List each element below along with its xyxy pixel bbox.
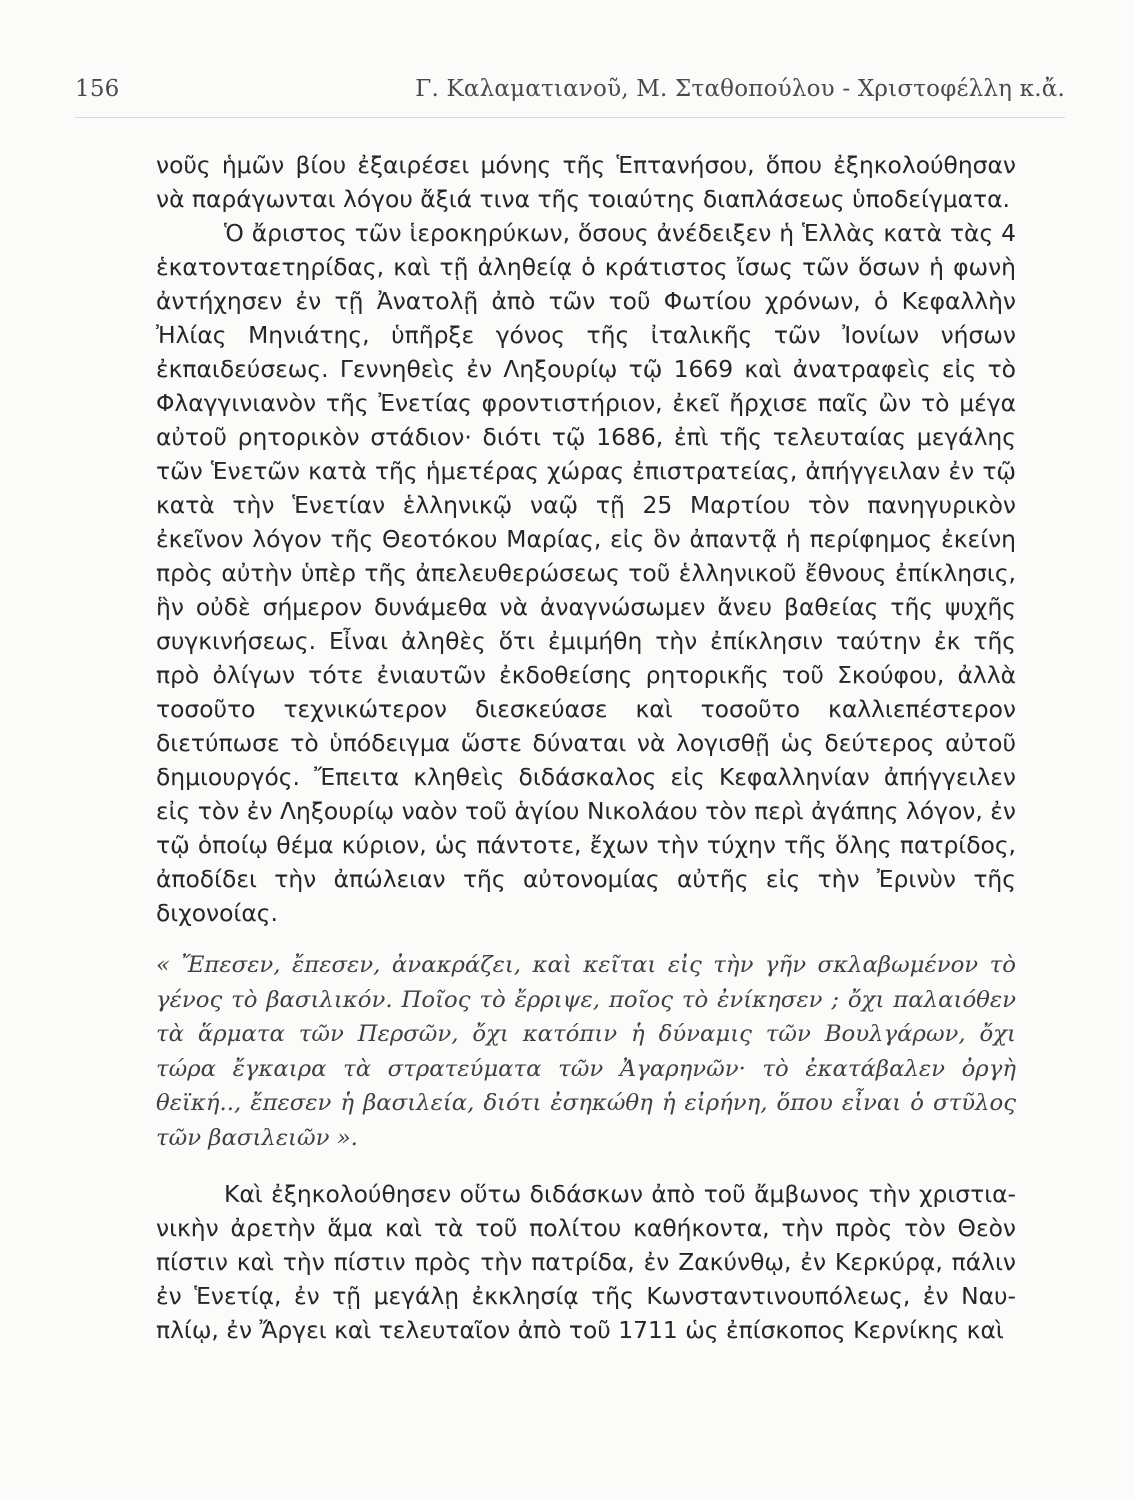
page-number: 156 [75, 76, 120, 102]
body-text [156, 148, 1016, 1347]
header-rule [75, 117, 1065, 118]
running-header [75, 76, 1065, 102]
paragraph-closing: Καὶ ἐξηκολούθησεν οὕτω διδάσκων ἀπὸ τοῦ ἄμβωνος τὴν χριστιανικὴν ἀρετὴν ἅμα καὶ τὰ τοῦ πολίτου καθήκοντα, τὴν πρὸς τὸν Θεὸν πίστιν καὶ τὴν πίστιν πρὸς τὴν πατρίδα, ἐν Ζακύνθῳ, ἐν Κερκύρᾳ, πάλιν ἐν Ἑνετίᾳ, ἐν τῇ μεγάλῃ ἐκκλησίᾳ τῆς Κωνσταντινουπόλεως, ἐν Ναυπλίῳ, ἐν Ἄργει καὶ τελευταῖον ἀπὸ τοῦ 1711 ὡς ἐπίσκοπος Κερνίκης καὶ [156, 1180, 1016, 1344]
running-title: Γ. Καλαματιανοῦ, Μ. Σταθοπούλου - Χριστοφέλλη κ.ἄ. [415, 76, 1065, 102]
block-quote: « Ἔπεσεν, ἔπεσεν, ἀνακράζει, καὶ κεῖται εἰς τὴν γῆν σκλαβωμένον τὸ γένος τὸ βασιλικόν. Ποῖος τὸ ἔρριψε, ποῖος τὸ ἐνίκησεν ; ὄχι παλαιόθεν τὰ ἅρματα τῶν Περσῶν, ὄχι κατόπιν ἡ δύναμις τῶν Βουλγάρων, ὄχι τώρα ἔγκαιρα τὰ στρατεύματα τῶν Ἀγαρηνῶν· τὸ ἐκατάβαλεν ὀργὴ θεϊκή.., ἔπεσεν ἡ βασιλεία, διότι ἐσηκώθη ἡ εἰρήνη, ὅπου εἶναι ὁ στῦλος τῶν βασιλειῶν ». [156, 952, 1016, 1151]
paragraph-continuation: νοῦς ἡμῶν βίου ἐξαιρέσει μόνης τῆς Ἑπτανήσου, ὅπου ἐξηκολούθησαν νὰ παράγωνται λόγου ἄξιά τινα τῆς τοιαύτης διαπλάσεως ὑποδείγματα. [156, 151, 1016, 213]
paragraph-miniatis: Ὁ ἄριστος τῶν ἱεροκηρύκων, ὅσους ἀνέδειξεν ἡ Ἑλλὰς κατὰ τὰς 4 ἑκατονταετηρίδας, καὶ τῇ ἀληθείᾳ ὁ κράτιστος ἴσως τῶν ὅσων ἡ φωνὴ ἀντήχησεν ἐν τῇ Ἀνατολῇ ἀπὸ τῶν τοῦ Φωτίου χρόνων, ὁ Κεφαλλὴν Ἠλίας Μηνιάτης, ὑπῆρξε γόνος τῆς ἰταλικῆς τῶν Ἰονίων νήσων ἐκπαιδεύσεως. Γεννηθεὶς ἐν Ληξουρίῳ τῷ 1669 καὶ ἀνατραφεὶς εἰς τὸ Φλαγγινιανὸν τῆς Ἐνετίας φροντιστήριον, ἐκεῖ ἤρχισε παῖς ὢν τὸ μέγα αὐτοῦ ρητορικὸν στάδιον· διότι τῷ 1686, ἐπὶ τῆς τελευταίας μεγάλης τῶν Ἑνετῶν κατὰ τῆς ἡμετέρας χώρας ἐπιστρατείας, ἀπήγγειλαν ἐν τῷ κατὰ τὴν Ἑνετίαν ἑλληνικῷ ναῷ τῇ 25 Μαρτίου τὸν πανηγυρικὸν ἐκεῖνον λόγον τῆς Θεοτόκου Μαρίας, εἰς ὃν ἀπαντᾷ ἡ περίφημος ἐκείνη πρὸς αὐτὴν ὑπὲρ τῆς ἀπελευθερώσεως τοῦ ἑλληνικοῦ ἔθνους ἐπίκλησις, ἣν οὐδὲ σήμερον δυνάμεθα νὰ ἀναγνώσωμεν ἄνευ βαθείας τῆς ψυχῆς συγκινήσεως. Εἶναι ἀληθὲς ὅτι ἐμιμήθη τὴν ἐπίκλησιν ταύτην ἐκ τῆς πρὸ ὀλίγων τότε ἐνιαυτῶν ἐκδοθείσης ρητορικῆς τοῦ Σκούφου, ἀλλὰ τοσοῦτο τεχνικώτερον διεσκεύασε καὶ τοσοῦτο καλλιεπέστερον διετύπωσε τὸ ὑπόδειγμα ὥστε δύναται νὰ λογισθῇ ὡς δεύτερος αὐτοῦ δημιουργός. Ἔπειτα κληθεὶς διδάσκαλος εἰς Κεφαλληνίαν ἀπήγγειλεν εἰς τὸν ἐν Ληξουρίῳ ναὸν τοῦ ἁγίου Νικολάου τὸν περὶ ἀγάπης λόγον, ἐν τῷ ὁποίῳ θέμα κύριον, ὡς πάντοτε, ἔχων τὴν τύχην τῆς ὅλης πατρίδος, ἀποδίδει τὴν ἀπώλειαν τῆς αὐτονομίας αὐτῆς εἰς τὴν Ἐρινὺν τῆς διχονοίας. [156, 219, 1016, 927]
